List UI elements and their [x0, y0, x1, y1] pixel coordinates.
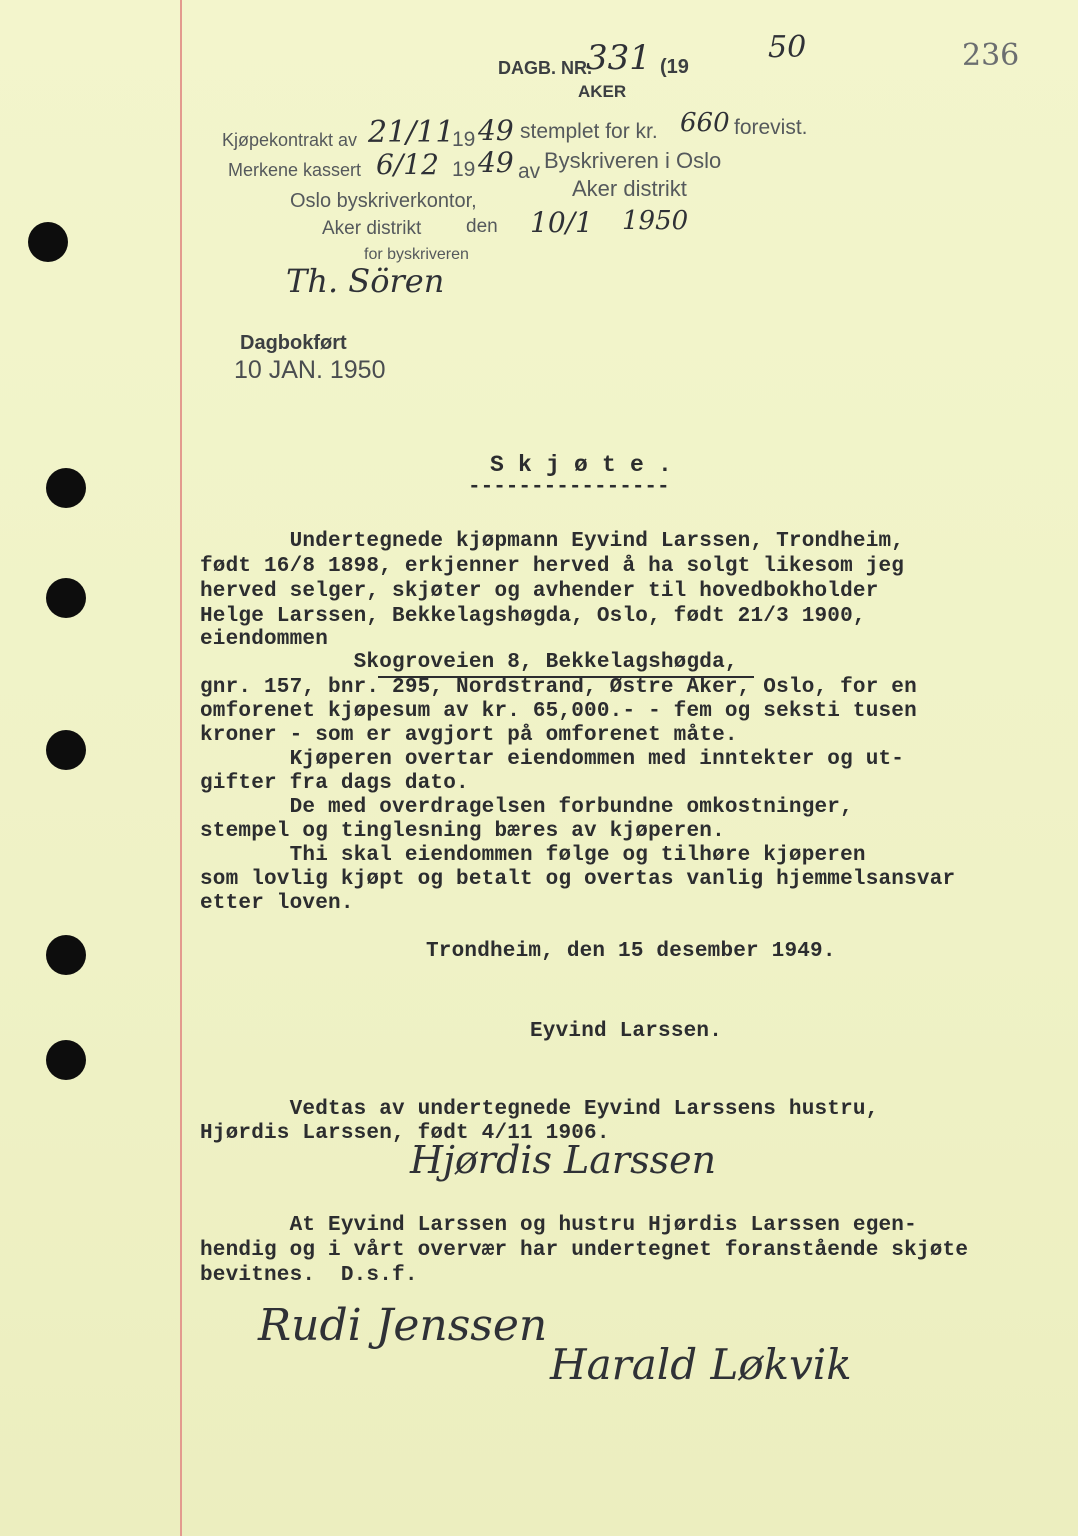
stamp-line4-year: 1950: [622, 206, 689, 236]
witness-signature-1: Rudi Jenssen: [258, 1300, 548, 1351]
body-line: gifter fra dags dato.: [200, 772, 469, 795]
body-line: stempel og tinglesning bæres av kjøperen.: [200, 820, 725, 843]
body-line: De med overdragelsen forbundne omkostninger,: [200, 796, 853, 819]
punch-hole: [46, 1040, 86, 1080]
body-line: Undertegnede kjøpmann Eyvind Larssen, Trondheim,: [200, 530, 905, 553]
dagb-paren: (19: [660, 56, 689, 78]
stamp-office-line1: Byskriveren i Oslo: [544, 148, 722, 173]
stamp-line5: for byskriveren: [364, 246, 469, 263]
stamp-line2-prefix: Merkene kassert: [228, 160, 362, 180]
punch-hole: [46, 578, 86, 618]
body-line: etter loven.: [200, 892, 354, 915]
dagb-number: 331: [586, 38, 651, 78]
witness-line: hendig og i vårt overvær har undertegnet foranstående skjøte: [200, 1239, 969, 1262]
seller-name: Eyvind Larssen.: [530, 1020, 723, 1043]
punch-hole: [46, 730, 86, 770]
title-rule: ----------------: [468, 476, 670, 499]
witness-signature-2: Harald Løkvik: [550, 1340, 852, 1389]
body-line: Helge Larssen, Bekkelagshøgda, Oslo, født 21/3 1900,: [200, 605, 866, 628]
dagb-label: DAGB. NR.: [498, 58, 592, 78]
punch-hole: [28, 222, 68, 262]
consent-line: Vedtas av undertegnede Eyvind Larssens hustru,: [200, 1098, 879, 1121]
consent-signature: Hjørdis Larssen: [410, 1138, 717, 1182]
stamp-line3: Oslo byskriverkontor,: [290, 190, 477, 212]
body-line: gnr. 157, bnr. 295, Nordstrand, Østre Aker, Oslo, for en: [200, 676, 917, 699]
consent-line: Hjørdis Larssen, født 4/11 1906.: [200, 1122, 610, 1145]
punch-hole: [46, 468, 86, 508]
district-label: AKER: [578, 82, 627, 101]
stamp-line2-text: av: [518, 160, 541, 183]
stamp-line1-amount: 660: [680, 108, 730, 138]
body-line: herved selger, skjøter og avhender til hovedbokholder: [200, 580, 879, 603]
body-line: Thi skal eiendommen følge og tilhøre kjøperen: [200, 844, 866, 867]
stamp-office-line2: Aker distrikt: [572, 176, 687, 201]
witness-line: At Eyvind Larssen og hustru Hjørdis Larssen egen-: [200, 1214, 917, 1237]
body-line: kroner - som er avgjort på omforenet måte.: [200, 724, 738, 747]
dagb-year: 50: [768, 30, 807, 65]
stamp-line1-prefix: Kjøpekontrakt av: [222, 130, 358, 150]
body-line: eiendommen: [200, 628, 329, 651]
document-title: S k j ø t e .: [490, 452, 673, 478]
place-date: Trondheim, den 15 desember 1949.: [426, 940, 836, 963]
stamp-line1-suffix: forevist.: [734, 116, 808, 139]
dagbokfort-label: Dagbokført: [240, 332, 347, 354]
stamp-line1-date: 21/11: [368, 115, 455, 150]
margin-line: [180, 0, 182, 1536]
stamp-line2-year-prefix: 19: [452, 158, 476, 181]
body-line: født 16/8 1898, erkjenner herved å ha solgt likesom jeg: [200, 555, 905, 578]
stamp-signature: Th. Sören: [286, 262, 445, 300]
body-line: Kjøperen overtar eiendommen med inntekter og ut-: [200, 748, 905, 771]
page-number: 236: [962, 38, 1020, 73]
stamp-line1-text: stemplet for kr.: [520, 120, 658, 143]
stamp-line1-year-prefix: 19: [452, 128, 476, 151]
body-line: Skogroveien 8, Bekkelagshøgda,: [200, 651, 738, 674]
body-line: omforenet kjøpesum av kr. 65,000.- - fem og seksti tusen: [200, 700, 917, 723]
stamp-line1-year: 49: [478, 114, 514, 147]
stamp-line4-den: den: [466, 216, 498, 237]
body-line: som lovlig kjøpt og betalt og overtas vanlig hjemmelsansvar: [200, 868, 956, 891]
stamp-line2-date: 6/12: [376, 148, 439, 181]
stamp-line2-year: 49: [478, 146, 514, 179]
dagbokfort-date: 10 JAN. 1950: [234, 356, 386, 384]
punch-hole: [46, 935, 86, 975]
stamp-line4-date: 10/1: [530, 206, 593, 239]
witness-line: bevitnes. D.s.f.: [200, 1264, 418, 1287]
stamp-line4-prefix: Aker distrikt: [322, 218, 422, 239]
